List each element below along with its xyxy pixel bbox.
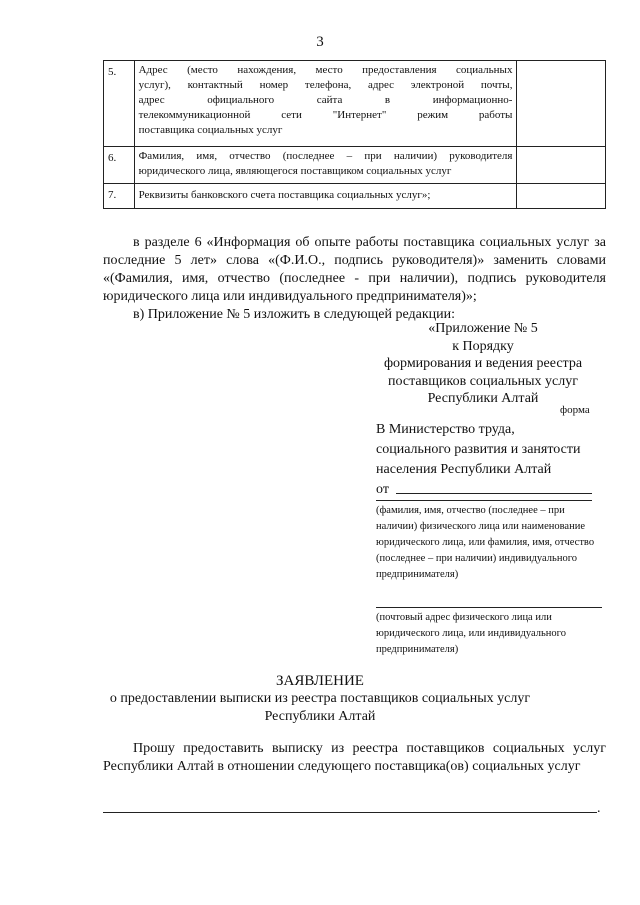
row-value-cell	[517, 147, 606, 184]
applicant-name-note: (фамилия, имя, отчество (последнее – при наличии) физического лица или наименование юридического лица, или фамилия, имя, отчество (последнее – при наличии) индивидуального предпринимателя)	[376, 505, 595, 580]
row-text-line: Фамилия, имя, отчество (последнее – при наличии) руководителя	[138, 150, 513, 162]
row-text-line: поставщика социальных услуг	[138, 124, 283, 136]
appendix-header-line: Республики Алтай	[427, 391, 539, 406]
form-label: форма	[560, 404, 590, 416]
provider-fill-line	[103, 812, 597, 813]
document-subtitle-2: Республики Алтай	[264, 709, 376, 724]
from-fill-line	[396, 493, 592, 494]
page-number: 3	[316, 34, 324, 50]
from-label: от	[376, 482, 389, 497]
table-row	[104, 184, 606, 209]
row-number: 5.	[104, 61, 135, 147]
amendment-paragraph-2: в) Приложение № 5 изложить в следующей редакции:	[133, 307, 456, 322]
row-text	[134, 184, 517, 209]
document-subtitle: о предоставлении выписки из реестра поставщиков социальных услуг	[109, 691, 531, 706]
table-row	[104, 147, 606, 184]
document-title: ЗАЯВЛЕНИЕ	[276, 673, 364, 689]
appendix-header-line: поставщиков социальных услуг	[388, 373, 578, 389]
request-text: Прошу предоставить выписку из реестра поставщиков социальных услуг Республики Алтай в отношении следующего поставщика(ов) социальных услуг	[103, 741, 606, 774]
end-mark: .	[597, 801, 601, 816]
appendix-header-line: «Приложение № 5	[428, 321, 538, 336]
row-text-line: услуг), контактный номер телефона, адрес электроной почты,	[138, 79, 513, 91]
from-fill-line-2	[376, 500, 592, 501]
row-text-line: юридического лица, являющегося поставщиком социальных услуг	[138, 165, 452, 177]
addressee-line: социального развития и занятости	[376, 442, 581, 457]
postal-address-note: (почтовый адрес физического лица или юридического лица, или индивидуального предпринимателя)	[376, 612, 566, 655]
amendment-paragraph: в разделе 6 «Информация об опыте работы поставщика социальных услуг за последние 5 лет» слова «(Ф.И.О., подпись руководителя)» заменить словами «(Фамилия, имя, отчество (последнее - при наличии), подпись руководителя юридического лица или индивидуального предпринимателя)»;	[103, 235, 606, 304]
row-text	[134, 61, 517, 147]
row-value-cell	[517, 61, 606, 147]
row-text-line: Реквизиты банковского счета поставщика социальных услуг»;	[138, 189, 431, 201]
row-value-cell	[517, 184, 606, 209]
row-number: 6.	[104, 147, 135, 184]
appendix-header-line: формирования и ведения реестра	[383, 356, 583, 371]
addressee-line: В Министерство труда,	[376, 422, 515, 437]
registry-fields-table	[103, 60, 606, 209]
row-text-line: Адрес (место нахождения, место предоставления социальных	[138, 64, 513, 76]
address-fill-line	[376, 607, 602, 608]
addressee	[376, 420, 606, 480]
addressee-line: населения Республики Алтай	[376, 462, 552, 477]
row-text-line: адрес официального сайта в информационно-	[138, 94, 513, 106]
row-number: 7.	[104, 184, 135, 209]
row-text	[134, 147, 517, 184]
appendix-header	[360, 320, 606, 408]
appendix-header-line: к Порядку	[452, 338, 514, 354]
row-text-line: телекоммуникационной сети "Интернет" режим работы	[138, 109, 513, 121]
table-row	[104, 61, 606, 147]
